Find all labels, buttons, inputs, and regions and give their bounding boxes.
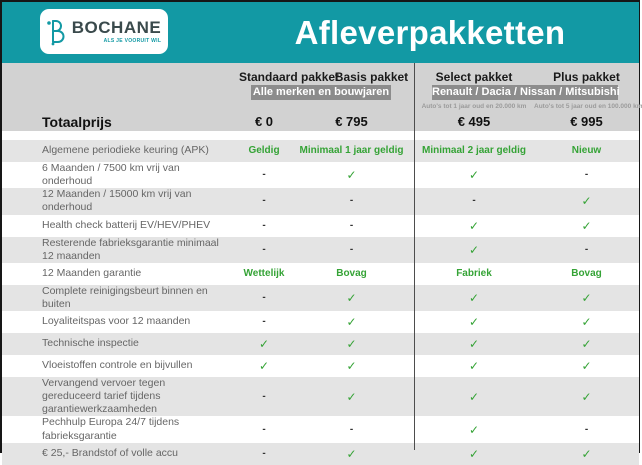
bochane-logo-icon bbox=[47, 18, 66, 45]
dash-value: - bbox=[262, 195, 266, 207]
brand-name: BOCHANE bbox=[71, 18, 162, 37]
feature-label: Complete reinigingsbeurt binnen en buiten bbox=[42, 284, 208, 310]
check-icon: ✓ bbox=[346, 290, 357, 305]
check-icon: ✓ bbox=[468, 422, 480, 437]
package-feature-value: Fabriek bbox=[456, 267, 492, 279]
check-icon: ✓ bbox=[468, 337, 480, 351]
table-row bbox=[2, 416, 639, 442]
price-select: € 495 bbox=[457, 114, 491, 129]
check-icon: ✓ bbox=[468, 446, 480, 461]
dash-value: - bbox=[472, 195, 476, 207]
check-icon: ✓ bbox=[468, 290, 480, 305]
logo-text bbox=[72, 19, 161, 44]
check-icon: ✓ bbox=[581, 446, 592, 461]
package-name-basis: Basis pakket bbox=[334, 70, 409, 84]
dash-value: - bbox=[349, 423, 354, 435]
page-title: Afleverpakketten bbox=[294, 13, 566, 51]
package-feature-value: Nieuw bbox=[571, 145, 602, 156]
feature-label: € 25,- Brandstof of volle accu bbox=[42, 447, 178, 460]
package-name-standaard: Standaard pakket bbox=[239, 70, 340, 84]
check-icon: ✓ bbox=[258, 337, 270, 351]
column-divider-line bbox=[414, 63, 415, 450]
feature-label: Resterende fabrieksgarantie minimaal 12 maanden bbox=[42, 236, 219, 262]
feature-label: Pechhulp Europa 24/7 tijdens fabrieksgarantie bbox=[42, 416, 180, 442]
dash-value: - bbox=[262, 316, 266, 327]
totals-row bbox=[2, 112, 639, 131]
check-icon: ✓ bbox=[346, 446, 357, 461]
table-row bbox=[2, 333, 639, 355]
check-icon: ✓ bbox=[346, 359, 357, 373]
dash-value: - bbox=[262, 169, 266, 181]
check-icon: ✓ bbox=[346, 389, 357, 404]
package-name-select: Select pakket bbox=[435, 70, 513, 84]
package-feature-value: Wettelijk bbox=[243, 267, 285, 279]
group-badge-all-brands: Alle merken en bouwjaren bbox=[252, 86, 390, 98]
table-row bbox=[2, 377, 639, 416]
price-basis: € 795 bbox=[335, 114, 368, 129]
dash-value: - bbox=[584, 423, 589, 435]
dash-value: - bbox=[349, 195, 354, 207]
group-badge-renault-dacia-nissan-mitsubishi: Renault / Dacia / Nissan / Mitsubishi bbox=[432, 86, 620, 98]
plus-package-note: Auto's tot 5 jaar oud en 100.000 km bbox=[534, 103, 642, 110]
feature-label: 12 Maanden / 15000 km vrij van onderhoud bbox=[42, 188, 192, 214]
package-names-row bbox=[2, 63, 639, 84]
check-icon: ✓ bbox=[468, 315, 480, 329]
check-icon: ✓ bbox=[581, 315, 592, 329]
dash-value: - bbox=[584, 169, 589, 181]
package-feature-value: Bovag bbox=[571, 267, 602, 279]
dash-value: - bbox=[262, 291, 266, 303]
table-row bbox=[2, 285, 639, 311]
feature-label: Algemene periodieke keuring (APK) bbox=[42, 144, 209, 157]
check-icon: ✓ bbox=[581, 218, 592, 233]
package-feature-value: Geldig bbox=[248, 145, 280, 156]
check-icon: ✓ bbox=[468, 389, 480, 404]
header-bar bbox=[2, 2, 639, 63]
check-icon: ✓ bbox=[468, 168, 480, 183]
feature-label: Vervangend vervoer tegen gereduceerd tarief tijdens garantiewerkzaamheden bbox=[42, 377, 166, 416]
table-row bbox=[2, 355, 639, 377]
feature-label: Loyaliteitspas voor 12 maanden bbox=[42, 315, 191, 328]
dash-value: - bbox=[262, 243, 266, 255]
feature-label: Health check batterij EV/HEV/PHEV bbox=[42, 218, 211, 231]
check-icon: ✓ bbox=[468, 359, 480, 373]
select-package-note: Auto's tot 1 jaar oud en 20.000 km bbox=[421, 103, 527, 110]
bochane-logo bbox=[40, 9, 168, 54]
table-row bbox=[2, 162, 639, 188]
brand-tagline: ALS JE VOORUIT WIL bbox=[103, 38, 162, 44]
check-icon: ✓ bbox=[581, 290, 592, 305]
feature-label: Vloeistoffen controle en bijvullen bbox=[42, 359, 193, 372]
table-row bbox=[2, 237, 639, 263]
dash-value: - bbox=[262, 423, 266, 435]
package-name-plus: Plus pakket bbox=[553, 70, 620, 84]
check-icon: ✓ bbox=[468, 242, 480, 257]
check-icon: ✓ bbox=[581, 389, 592, 404]
feature-label: Technische inspectie bbox=[42, 337, 139, 350]
check-icon: ✓ bbox=[581, 337, 592, 351]
dash-value: - bbox=[262, 219, 266, 231]
group-badges-row bbox=[2, 84, 639, 101]
feature-rows bbox=[2, 140, 639, 465]
feature-label: 12 Maanden garantie bbox=[42, 267, 142, 280]
price-plus: € 995 bbox=[570, 114, 603, 129]
check-icon: ✓ bbox=[346, 337, 357, 351]
package-feature-value: Bovag bbox=[336, 267, 367, 279]
package-feature-value: Minimaal 2 jaar geldig bbox=[422, 145, 526, 156]
table-row bbox=[2, 140, 639, 162]
dash-value: - bbox=[349, 243, 354, 255]
totals-label: Totaalprijs bbox=[42, 113, 112, 130]
package-notes-row bbox=[2, 101, 642, 112]
check-icon: ✓ bbox=[346, 315, 357, 329]
dash-value: - bbox=[262, 390, 266, 402]
table-row bbox=[2, 443, 639, 465]
packages-header-band bbox=[2, 63, 642, 131]
table-row bbox=[2, 311, 639, 333]
table-row bbox=[2, 188, 639, 214]
check-icon: ✓ bbox=[346, 168, 357, 183]
check-icon: ✓ bbox=[581, 194, 592, 209]
table-row bbox=[2, 215, 639, 237]
package-feature-value: Minimaal 1 jaar geldig bbox=[299, 145, 404, 156]
check-icon: ✓ bbox=[258, 359, 270, 373]
band-gap bbox=[2, 131, 639, 140]
check-icon: ✓ bbox=[468, 218, 480, 233]
check-icon: ✓ bbox=[581, 359, 592, 373]
price-standaard: € 0 bbox=[254, 114, 274, 129]
feature-label: 6 Maanden / 7500 km vrij van onderhoud bbox=[42, 162, 180, 188]
dash-value: - bbox=[584, 243, 589, 255]
table-row bbox=[2, 263, 639, 285]
dash-value: - bbox=[349, 219, 354, 231]
dash-value: - bbox=[262, 447, 266, 459]
